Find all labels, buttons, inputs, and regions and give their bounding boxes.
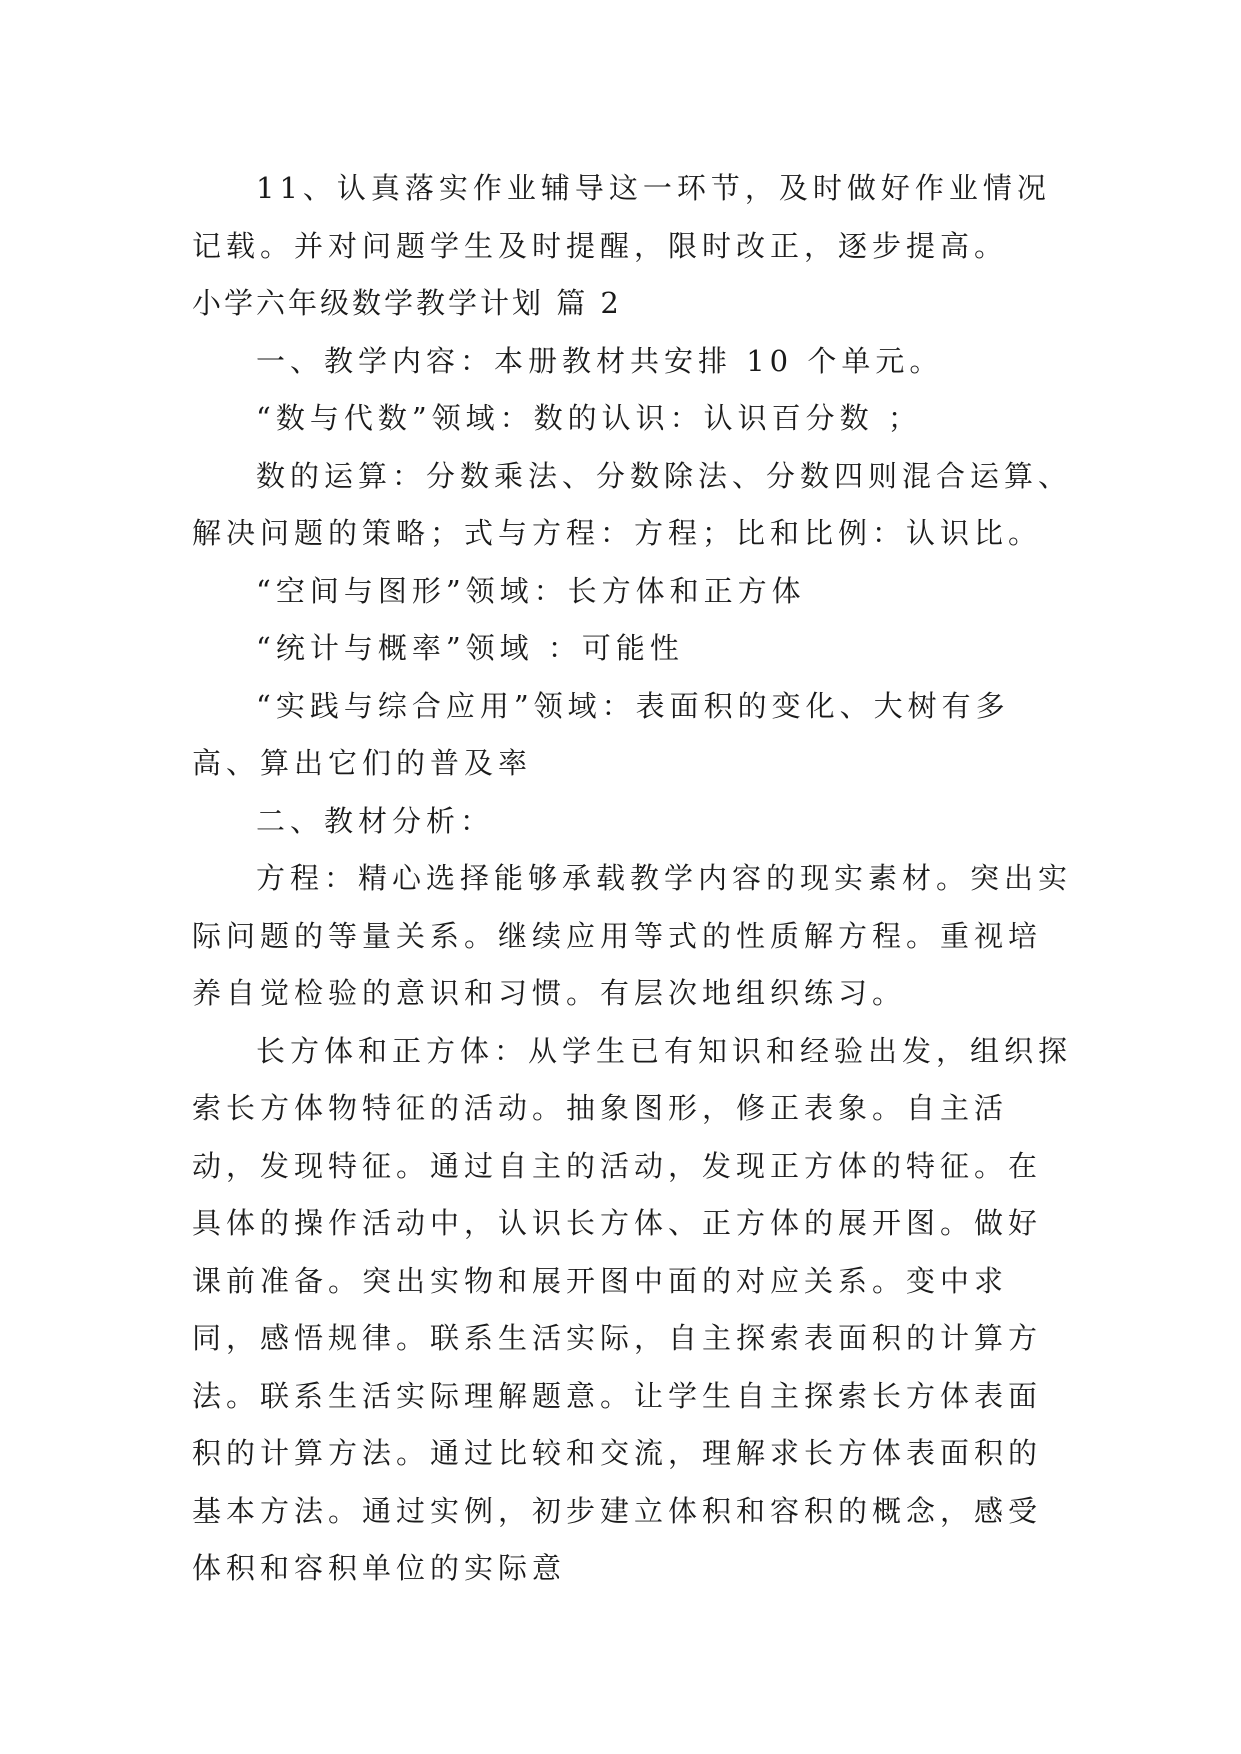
document-body xyxy=(192,160,1072,1598)
paragraph-cuboid-cube: 长方体和正方体：从学生已有知识和经验出发，组织探索长方体物特征的活动。抽象图形，修正表象。自主活动，发现特征。通过自主的活动，发现正方体的特征。在具体的操作活动中，认识长方体、正方体的展开图。做好课前准备。突出实物和展开图中面的对应关系。变中求同，感悟规律。联系生活实际，自主探索表面积的计算方法。联系生活实际理解题意。让学生自主探索长方体表面积的计算方法。通过比较和交流，理解求长方体表面积的基本方法。通过实例，初步建立体积和容积的概念，感受体积和容积单位的实际意 xyxy=(192,1033,1073,1585)
paragraph-teaching-content: 一、教学内容：本册教材共安排 10 个单元。 xyxy=(256,343,944,378)
paragraph-space-shape: “空间与图形”领域：长方体和正方体 xyxy=(256,573,806,608)
paragraph-statistics: “统计与概率”领域 ：可能性 xyxy=(256,631,684,665)
paragraph-practice: “实践与综合应用”领域：表面积的变化、大树有多高、算出它们的普及率 xyxy=(192,688,1010,780)
paragraph-homework-item-11: 11、认真落实作业辅导这一环节，及时做好作业情况记载。并对问题学生及时提醒，限时改正，逐步提高。 xyxy=(192,171,1051,263)
paragraph-operations: 数的运算：分数乘法、分数除法、分数四则混合运算、解决问题的策略；式与方程：方程；比和比例：认识比。 xyxy=(192,458,1073,550)
section-heading-plan-2: 小学六年级数学教学计划 篇 2 xyxy=(192,286,622,320)
paragraph-number-algebra: “数与代数”领域：数的认识：认识百分数 ； xyxy=(256,401,922,435)
paragraph-equations: 方程：精心选择能够承载教学内容的现实素材。突出实际问题的等量关系。继续应用等式的性质解方程。重视培养自觉检验的意识和习惯。有层次地组织练习。 xyxy=(192,861,1073,1010)
paragraph-textbook-analysis-heading: 二、教材分析： xyxy=(256,803,495,838)
